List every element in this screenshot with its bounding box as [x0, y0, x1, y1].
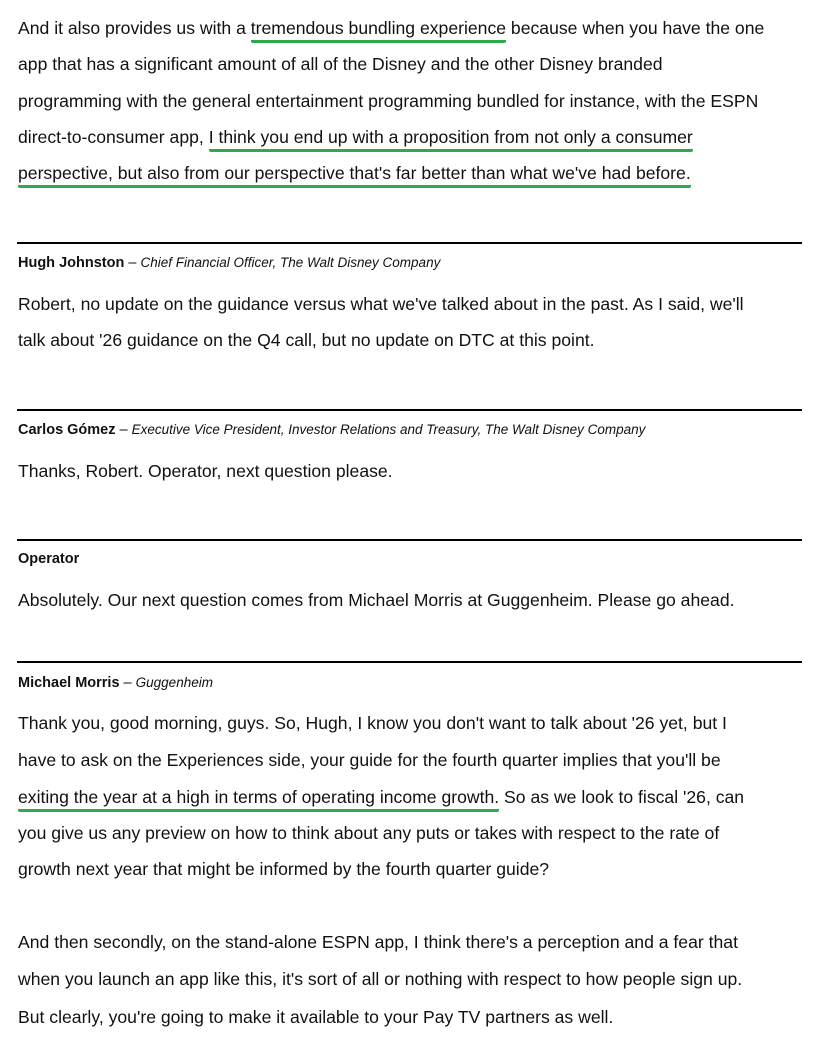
speaker-separator: – — [115, 422, 132, 438]
paragraph-line — [18, 161, 691, 185]
paragraph-line — [18, 125, 693, 149]
speaker-name: Operator — [18, 551, 80, 567]
speaker-name: Michael Morris — [18, 675, 120, 691]
text-segment: Robert, no update on the guidance versus what we've talked about in the past. As I said, we'll — [18, 294, 744, 314]
section-divider — [17, 661, 802, 663]
speaker-header — [18, 420, 645, 440]
text-segment: And then secondly, on the stand-alone ESPN app, I think there's a perception and a fear that — [18, 932, 738, 952]
speaker-header — [18, 549, 79, 569]
paragraph-line — [18, 1005, 613, 1029]
highlighted-text: tremendous bundling experience — [251, 18, 506, 43]
paragraph-line — [18, 930, 738, 954]
speaker-separator: – — [124, 255, 141, 271]
text-segment: programming with the general entertainment programming bundled for instance, with the ESPN — [18, 91, 759, 111]
paragraph-line — [18, 16, 764, 40]
paragraph-line — [18, 292, 744, 316]
paragraph-line — [18, 821, 719, 845]
section-divider — [17, 409, 802, 411]
highlighted-text: exiting the year at a high in terms of operating income growth. — [18, 787, 499, 812]
text-segment: have to ask on the Experiences side, your guide for the fourth quarter implies that you'll be — [18, 750, 721, 770]
text-segment: direct-to-consumer app, — [18, 127, 209, 147]
paragraph-line — [18, 459, 393, 483]
text-segment: So as we look to fiscal '26, can — [499, 787, 745, 807]
text-segment: growth next year that might be informed by the fourth quarter guide? — [18, 859, 550, 879]
section-divider — [17, 242, 802, 244]
paragraph-line — [18, 89, 758, 113]
paragraph-line — [18, 748, 721, 772]
paragraph-line — [18, 328, 595, 352]
text-segment: when you launch an app like this, it's sort of all or nothing with respect to how people sign up. — [18, 969, 743, 989]
speaker-header — [18, 253, 440, 273]
text-segment: Thanks, Robert. Operator, next question please. — [18, 461, 393, 481]
text-segment: talk about '26 guidance on the Q4 call, but no update on DTC at this point. — [18, 330, 595, 350]
speaker-name: Carlos Gómez — [18, 422, 116, 438]
speaker-name: Hugh Johnston — [18, 255, 125, 271]
text-segment: you give us any preview on how to think about any puts or takes with respect to the rate of — [18, 823, 720, 843]
speaker-role: Chief Financial Officer, The Walt Disney Company — [140, 255, 441, 270]
text-segment: because when you have the one — [506, 18, 765, 38]
speaker-role: Executive Vice President, Investor Relations and Treasury, The Walt Disney Company — [131, 422, 646, 437]
highlighted-text: I think you end up with a proposition from not only a consumer — [209, 127, 693, 152]
text-segment: But clearly, you're going to make it available to your Pay TV partners as well. — [18, 1007, 614, 1027]
paragraph-line — [18, 785, 744, 809]
text-segment: Thank you, good morning, guys. So, Hugh, I know you don't want to talk about '26 yet, but I — [18, 713, 727, 733]
section-divider — [17, 539, 802, 541]
text-segment: Absolutely. Our next question comes from Michael Morris at Guggenheim. Please go ahead. — [18, 590, 735, 610]
paragraph-line — [18, 588, 735, 612]
text-segment: And it also provides us with a — [18, 18, 251, 38]
text-segment: app that has a significant amount of all of the Disney and the other Disney branded — [18, 54, 663, 74]
speaker-role: Guggenheim — [135, 675, 213, 690]
paragraph-line — [18, 711, 727, 735]
paragraph-line — [18, 52, 663, 76]
paragraph-line — [18, 967, 742, 991]
speaker-separator: – — [119, 675, 136, 691]
speaker-header — [18, 673, 213, 693]
highlighted-text: perspective, but also from our perspective that's far better than what we've had before. — [18, 163, 691, 188]
paragraph-line — [18, 857, 549, 881]
